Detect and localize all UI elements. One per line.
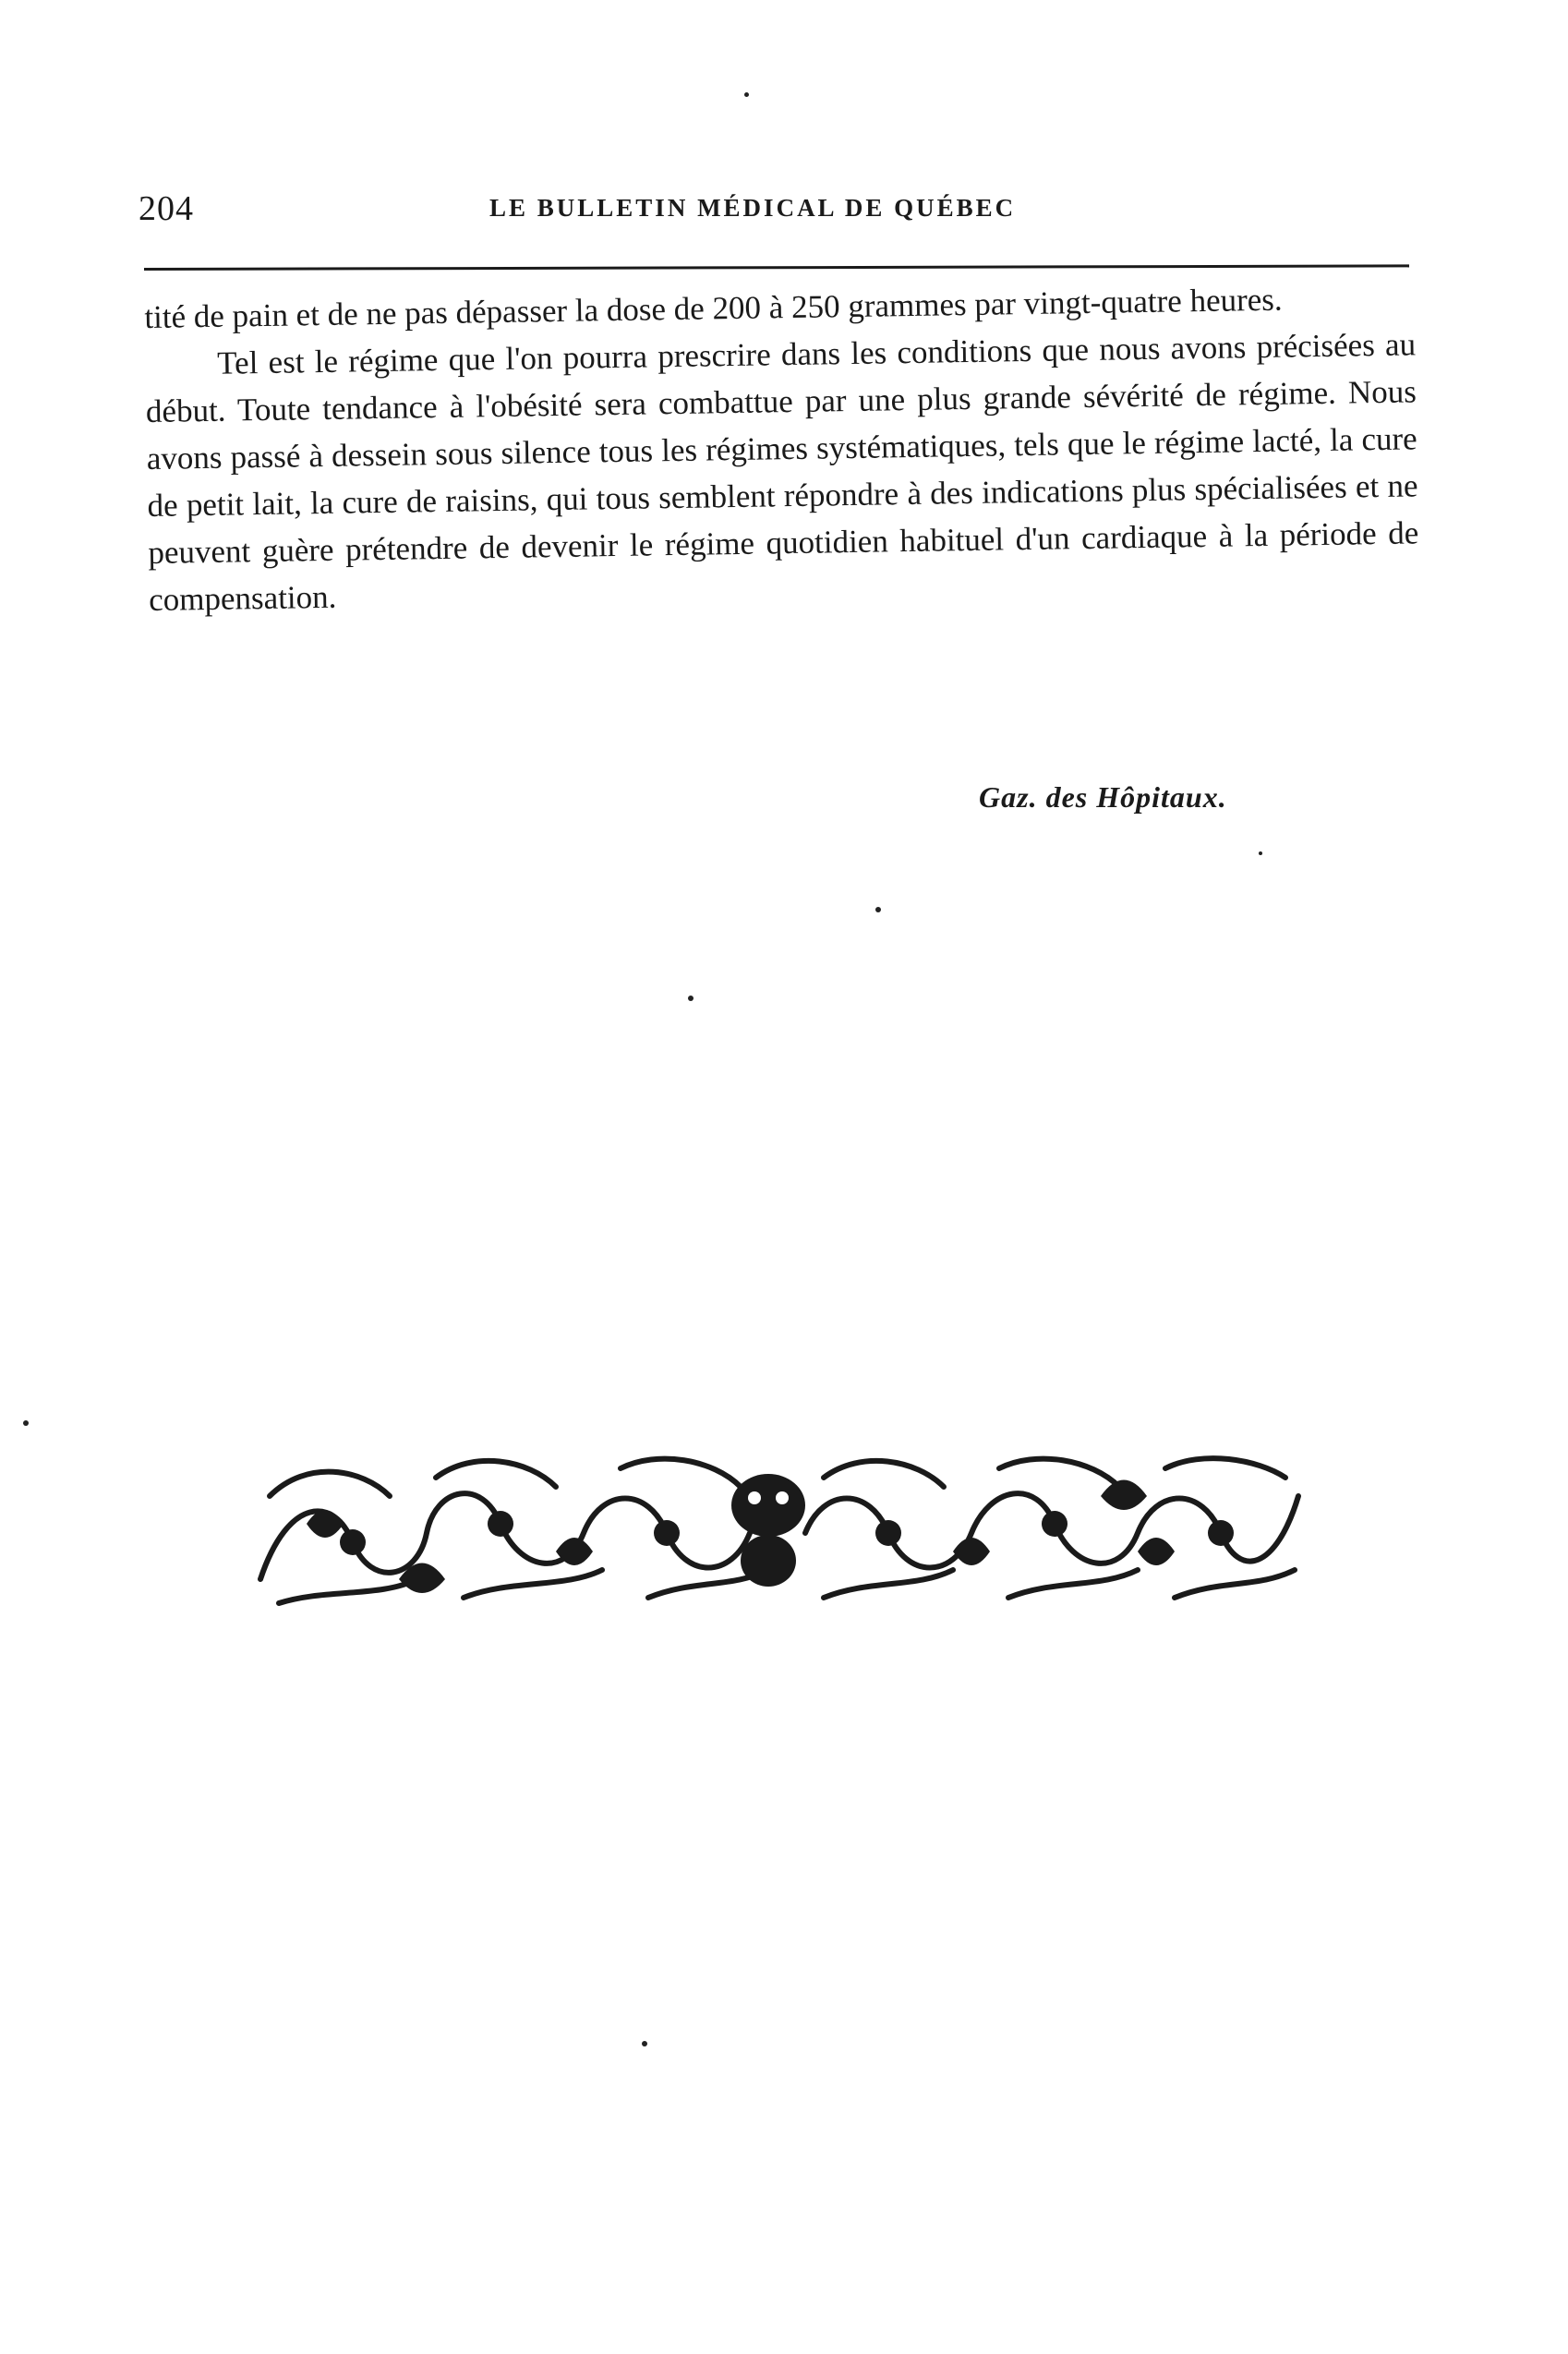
source-citation: Gaz. des Hôpitaux. <box>979 780 1227 814</box>
paragraph-continuation: tité de pain et de ne pas dépasser la dose de 200 à 250 grammes par vingt-quatre heures. <box>144 281 1283 335</box>
page-number: 204 <box>139 189 194 228</box>
header-rule <box>144 264 1409 271</box>
running-title: LE BULLETIN MÉDICAL DE QUÉBEC <box>489 194 1017 222</box>
print-speck <box>688 996 694 1001</box>
print-speck <box>1259 851 1262 855</box>
floral-scroll-ornament-icon <box>251 1441 1308 1612</box>
print-speck <box>744 92 749 97</box>
page-header <box>139 181 1413 236</box>
print-speck <box>23 1420 29 1426</box>
print-speck <box>875 907 881 912</box>
print-speck <box>642 2041 647 2046</box>
paragraph-main: Tel est le régime que l'on pourra prescrire dans les conditions que nous avons précisées au début. Toute tendance à l'obésité sera combattue par une plus grande sévérité de régime. Nous avons passé à dessein sous silence tous les régimes systématiques, tels que le régime lacté, la cure de petit lait, la cure de raisins, qui tous semblent répondre à des indications plus spécialisées et ne peuvent guère prétendre de devenir le régime quotidien habituel d'un cardiaque à la période de compensation. <box>145 326 1419 618</box>
article-body <box>144 273 1419 623</box>
